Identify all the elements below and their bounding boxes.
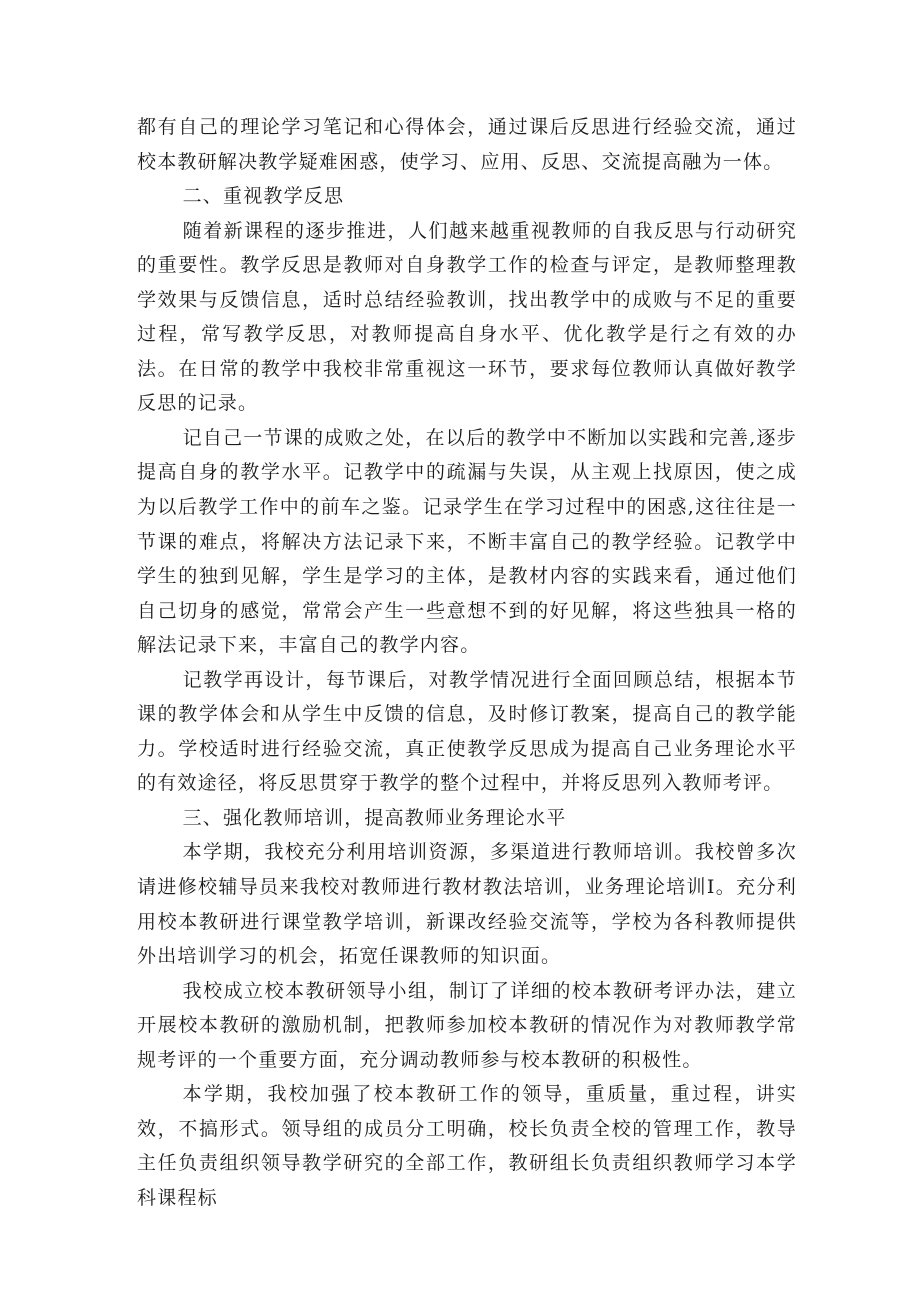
section-heading-reflection: 二、重视教学反思 [182,185,345,208]
paragraph-reflection-records: 记自己一节课的成败之处，在以后的教学中不断加以实践和完善,逐步提高自身的教学水平。记教学中的疏漏与失误，从主观上找原因，使之成为以后教学工作中的前车之鉴。记录学生在学习过程中的困惑,这往往是一节课的难点，将解决方法记录下来，不断丰富自己的教学经验。记教学中学生的独到见解，学生是学习的主体，是教材内容的实践来看，通过他们自己切身的感觉，常常会产生一些意想不到的好见解，将这些独具一格的解法记录下来，丰富自己的教学内容。 [137,426,797,657]
paragraph-reflection-intro: 随着新课程的逐步推进，人们越来越重视教师的自我反思与行动研究的重要性。教学反思是教师对自身教学工作的检查与评定，是教师整理教学效果与反馈信息，适时总结经验教训，找出教学中的成败与不足的重要过程，常写教学反思，对教师提高自身水平、优化教学是行之有效的办法。在日常的教学中我校非常重视这一环节，要求每位教师认真做好教学反思的记录。 [137,219,797,415]
paragraph-reflection-redesign: 记教学再设计，每节课后，对教学情况进行全面回顾总结，根据本节课的教学体会和从学生中反馈的信息，及时修订教案，提高自己的教学能力。学校适时进行经验交流，真正使教学反思成为提高自己业务理论水平的有效途径，将反思贯穿于教学的整个过程中，并将反思列入教师考评。 [137,668,797,795]
section-heading-training: 三、强化教师培训，提高教师业务理论水平 [182,806,567,829]
document-body [137,110,797,1216]
paragraph-training-resources: 本学期，我校充分利用培训资源，多渠道进行教师培训。我校曾多次请进修校辅导员来我校对教师进行教材教法培训，业务理论培训I。充分利用校本教研进行课堂教学培训，新课改经验交流等，学校为各科教师提供外出培训学习的机会，拓宽任课教师的知识面。 [137,841,797,968]
paragraph-training-group: 我校成立校本教研领导小组，制订了详细的校本教研考评办法，建立开展校本教研的激励机制，把教师参加校本教研的情况作为对教师教学常规考评的一个重要方面，充分调动教师参与校本教研的积极性。 [137,979,797,1071]
paragraph-continuation: 都有自己的理论学习笔记和心得体会，通过课后反思进行经验交流，通过校本教研解决教学疑难困惑，使学习、应用、反思、交流提高融为一体。 [137,116,797,173]
paragraph-training-leadership: 本学期，我校加强了校本教研工作的领导，重质量，重过程，讲实效，不搞形式。领导组的成员分工明确，校长负责全校的管理工作，教导主任负责组织领导教学研究的全部工作，教研组长负责组织教师学习本学科课程标 [137,1083,797,1209]
